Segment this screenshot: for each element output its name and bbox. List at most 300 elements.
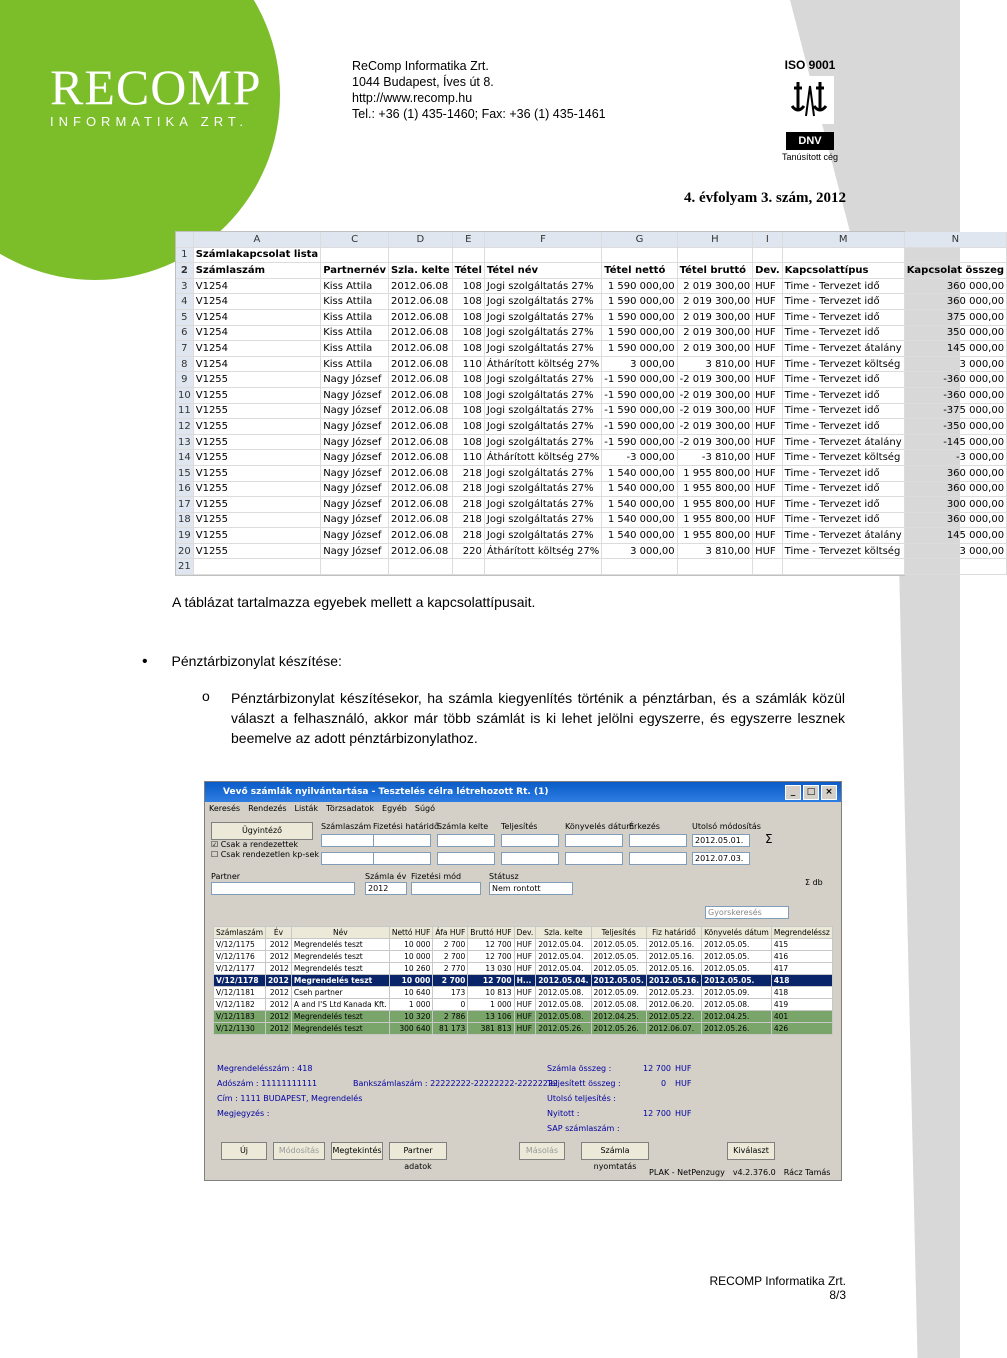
sheet-row-number: 2: [176, 263, 193, 279]
close-button[interactable]: ×: [821, 785, 837, 800]
grid-cell: 2012.05.09.: [591, 987, 646, 999]
sheet-cell: [321, 559, 389, 575]
grid-cell: 2012.05.04.: [536, 951, 591, 963]
statusz-label: Státusz: [489, 872, 519, 881]
megrendelesszam: Megrendelésszám : 418: [217, 1064, 313, 1073]
grid-column-header[interactable]: Dev.: [514, 927, 536, 939]
sheet-col-header: I: [753, 232, 783, 247]
grid-column-header[interactable]: Könyvelés dátum: [702, 927, 772, 939]
grid-cell: 2012.06.07.: [646, 1023, 701, 1035]
sheet-cell: [193, 559, 320, 575]
grid-cell: 2012: [266, 987, 292, 999]
grid-cell: 1 000: [468, 999, 514, 1011]
grid-column-header[interactable]: Áfa HUF: [433, 927, 468, 939]
grid-cell: 10 640: [389, 987, 433, 999]
grid-cell: 418: [771, 987, 832, 999]
sheet-cell: Time - Tervezet átalány: [782, 528, 904, 544]
sheet-cell: 218: [452, 481, 484, 497]
action-button[interactable]: Új: [221, 1142, 267, 1160]
grid-cell: 2012.05.26.: [536, 1023, 591, 1035]
grid-row[interactable]: [214, 975, 833, 987]
grid-cell: 2012.05.05.: [702, 951, 772, 963]
sheet-row-number: 19: [176, 528, 193, 544]
grid-cell: HUF: [514, 999, 536, 1011]
grid-cell: 2012.05.16.: [646, 975, 701, 987]
sheet-row: [176, 419, 1007, 435]
sheet-cell: Nagy József: [321, 465, 389, 481]
grid-cell: 2012.05.08.: [591, 999, 646, 1011]
grid-cell: 2012: [266, 951, 292, 963]
sheet-cell: Számlakapcsolat lista: [193, 247, 320, 263]
menu-item[interactable]: Listák: [294, 804, 319, 813]
grid-cell: 2012.05.09.: [702, 987, 772, 999]
sheet-cell: Time - Tervezet költség: [782, 543, 904, 559]
grid-row[interactable]: [214, 939, 833, 951]
sheet-cell: 218: [452, 528, 484, 544]
sheet-row-number: 6: [176, 325, 193, 341]
sheet-col-header: F: [484, 232, 601, 247]
grid-cell: 2012.05.16.: [646, 939, 701, 951]
menu-item[interactable]: Súgó: [414, 804, 436, 813]
grid-row[interactable]: [214, 1011, 833, 1023]
sheet-cell: 1 540 000,00: [602, 481, 677, 497]
sheet-cell: [452, 247, 484, 263]
action-button[interactable]: Módosítás: [273, 1142, 325, 1160]
sheet-cell: 110: [452, 450, 484, 466]
sheet-cell: HUF: [753, 528, 783, 544]
sheet-col-header: G: [602, 232, 677, 247]
sheet-cell: Jogi szolgáltatás 27%: [484, 309, 601, 325]
grid-cell: 401: [771, 1011, 832, 1023]
sheet-cell: Áthárított költség 27%: [484, 450, 601, 466]
grid-row[interactable]: [214, 1023, 833, 1035]
grid-cell: 381 813: [468, 1023, 514, 1035]
sheet-cell: V1254: [193, 356, 320, 372]
grid-cell: 2012.05.16.: [646, 963, 701, 975]
partner-label: Partner: [211, 872, 241, 881]
recomp-logo: [50, 59, 262, 129]
sheet-cell: HUF: [753, 434, 783, 450]
sheet-cell: 1 955 800,00: [677, 528, 752, 544]
sheet-cell: 108: [452, 341, 484, 357]
action-button[interactable]: Partner adatok: [389, 1142, 447, 1160]
sheet-cell: 108: [452, 434, 484, 450]
szamla-ev-select[interactable]: 2012: [365, 882, 407, 895]
nyitott-currency: HUF: [675, 1109, 692, 1118]
sheet-row-number: 18: [176, 512, 193, 528]
filter-field[interactable]: [565, 834, 623, 847]
grid-cell: 2012.05.05.: [702, 963, 772, 975]
sheet-row-number: 3: [176, 278, 193, 294]
grid-cell: 426: [771, 1023, 832, 1035]
menu-item[interactable]: Rendezés: [248, 804, 287, 813]
grid-cell: V/12/1182: [214, 999, 266, 1011]
grid-cell: 2012.05.05.: [591, 963, 646, 975]
sheet-cell: 1 955 800,00: [677, 497, 752, 513]
sheet-cell: 2012.06.08: [388, 434, 452, 450]
grid-cell: 10 000: [389, 951, 433, 963]
grid-cell: V/12/1130: [214, 1023, 266, 1035]
sheet-cell: 1 540 000,00: [602, 512, 677, 528]
grid-cell: HUF: [514, 939, 536, 951]
teljesitett-value: 0: [661, 1079, 667, 1088]
sheet-row-number: 11: [176, 403, 193, 419]
sheet-row-number: 8: [176, 356, 193, 372]
sheet-cell: Time - Tervezet idő: [782, 403, 904, 419]
grid-cell: 418: [771, 975, 832, 987]
grid-cell: 10 320: [389, 1011, 433, 1023]
company-address: 1044 Budapest, Íves út 8.: [352, 75, 494, 89]
sheet-row: [176, 356, 1007, 372]
fizetesi-mod-label: Fizetési mód: [411, 872, 462, 881]
sheet-cell: Time - Tervezet idő: [782, 309, 904, 325]
sheet-cell: Time - Tervezet idő: [782, 325, 904, 341]
szamla-ev-label: Számla év: [365, 872, 407, 881]
menu-item[interactable]: Egyéb: [382, 804, 407, 813]
sheet-corner: [176, 232, 193, 247]
filter-label: Fizetési határidő: [373, 822, 439, 831]
sheet-cell: Nagy József: [321, 434, 389, 450]
sheet-cell: HUF: [753, 481, 783, 497]
csak-rendezettek-checkbox[interactable]: ☑ Csak a rendezettek: [211, 840, 299, 849]
body-paragraph: Pénztárbizonylat készítésekor, ha számla kiegyenlítés történik a pénztárban, és a számlák közül választ a felhasználó, akkor már több számlát is ki lehet jelölni egyszerre, és egyszerre lesznek beemelve az adott pénztárbizonylathoz.: [231, 690, 845, 746]
sheet-cell: 2012.06.08: [388, 403, 452, 419]
grid-cell: 173: [433, 987, 468, 999]
sheet-row-number: 15: [176, 465, 193, 481]
filter-label: Számla kelte: [437, 822, 489, 831]
grid-cell: A and I'S Ltd Kanada Kft.: [291, 999, 389, 1011]
sheet-cell: Áthárított költség 27%: [484, 356, 601, 372]
sheet-cell: 2012.06.08: [388, 309, 452, 325]
sheet-cell: 360 000,00: [904, 278, 1006, 294]
status-bar-segment: Rácz Tamás: [783, 1168, 831, 1177]
filter-field[interactable]: [629, 852, 687, 865]
sheet-cell: Kiss Attila: [321, 325, 389, 341]
page-footer: [700, 1274, 846, 1302]
sheet-cell: Tétel: [452, 263, 484, 279]
sheet-cell: -2 019 300,00: [677, 419, 752, 435]
grid-row[interactable]: [214, 999, 833, 1011]
partner-select[interactable]: [211, 882, 355, 895]
sheet-cell: Time - Tervezet idő: [782, 419, 904, 435]
ugyintezo-button[interactable]: Ügyintéző: [211, 822, 313, 840]
sheet-cell: 350 000,00: [904, 325, 1006, 341]
grid-cell: V/12/1176: [214, 951, 266, 963]
sheet-cell: Nagy József: [321, 497, 389, 513]
sheet-cell: Jogi szolgáltatás 27%: [484, 419, 601, 435]
filter-field[interactable]: [501, 834, 559, 847]
filter-field[interactable]: [321, 852, 379, 865]
sheet-cell: 360 000,00: [904, 465, 1006, 481]
sheet-cell: 108: [452, 309, 484, 325]
sheet-cell: Nagy József: [321, 372, 389, 388]
sheet-cell: 2 019 300,00: [677, 309, 752, 325]
action-button[interactable]: Másolás: [519, 1142, 565, 1160]
table-caption: A táblázat tartalmazza egyebek mellett a kapcsolattípusait.: [172, 594, 536, 610]
grid-column-header[interactable]: Bruttó HUF: [468, 927, 514, 939]
logo-name: RECOMP: [50, 59, 262, 115]
sheet-row: [176, 309, 1007, 325]
menu-item[interactable]: Törzsadatok: [326, 804, 375, 813]
sheet-cell: 110: [452, 356, 484, 372]
sheet-cell: Nagy József: [321, 543, 389, 559]
sheet-cell: -3 810,00: [677, 450, 752, 466]
sheet-cell: -360 000,00: [904, 387, 1006, 403]
grid-cell: 0: [433, 999, 468, 1011]
sheet-cell: HUF: [753, 294, 783, 310]
sheet-cell: 2012.06.08: [388, 356, 452, 372]
sheet-cell: 2012.06.08: [388, 387, 452, 403]
filter-field[interactable]: [437, 834, 495, 847]
sheet-cell: -2 019 300,00: [677, 403, 752, 419]
fizetesi-mod-select[interactable]: [411, 882, 481, 895]
grid-cell: 2012: [266, 1011, 292, 1023]
grid-cell: V/12/1183: [214, 1011, 266, 1023]
sheet-cell: 108: [452, 403, 484, 419]
grid-cell: 12 700: [468, 939, 514, 951]
sheet-cell: -2 019 300,00: [677, 434, 752, 450]
grid-row[interactable]: [214, 987, 833, 999]
grid-cell: 2012.04.25.: [702, 1011, 772, 1023]
szamla-osszeg-currency: HUF: [675, 1064, 692, 1073]
action-button[interactable]: Számla nyomtatás: [581, 1142, 649, 1160]
sheet-cell: Kiss Attila: [321, 294, 389, 310]
grid-cell: 2012: [266, 1023, 292, 1035]
grid-cell: 417: [771, 963, 832, 975]
sheet-row-number: 14: [176, 450, 193, 466]
sheet-cell: 108: [452, 372, 484, 388]
grid-cell: 13 030: [468, 963, 514, 975]
filter-field[interactable]: [373, 852, 431, 865]
grid-column-header[interactable]: Teljesítés: [591, 927, 646, 939]
action-button[interactable]: Megtekintés: [331, 1142, 383, 1160]
grid-cell: 2012.05.22.: [646, 1011, 701, 1023]
grid-column-header[interactable]: Év: [266, 927, 292, 939]
sheet-cell: 375 000,00: [904, 309, 1006, 325]
grid-cell: 2012.05.08.: [536, 987, 591, 999]
maximize-button[interactable]: □: [803, 785, 819, 800]
gyorskereses-input[interactable]: Gyorskeresés: [705, 906, 789, 919]
sheet-cell: [753, 559, 783, 575]
sheet-cell: 108: [452, 294, 484, 310]
sheet-cell: -1 590 000,00: [602, 403, 677, 419]
nyitott-label: Nyitott :: [547, 1109, 580, 1118]
filter-field[interactable]: [437, 852, 495, 865]
sheet-cell: 108: [452, 387, 484, 403]
sheet-cell: 108: [452, 325, 484, 341]
sheet-col-header: C: [321, 232, 389, 247]
sheet-cell: HUF: [753, 325, 783, 341]
grid-cell: 2012.06.20.: [646, 999, 701, 1011]
sheet-cell: 2012.06.08: [388, 325, 452, 341]
sap-szamlaszam: SAP számlaszám :: [547, 1124, 620, 1133]
sheet-cell: Nagy József: [321, 450, 389, 466]
grid-cell: 2012.05.23.: [646, 987, 701, 999]
sheet-cell: V1255: [193, 512, 320, 528]
nyitott-value: 12 700: [643, 1109, 671, 1118]
sheet-cell: 1 540 000,00: [602, 465, 677, 481]
sheet-cell: [782, 559, 904, 575]
sheet-cell: 360 000,00: [904, 294, 1006, 310]
grid-column-header[interactable]: Szla. kelte: [536, 927, 591, 939]
teljesitett-label: Teljesített összeg :: [547, 1079, 621, 1088]
grid-cell: 10 000: [389, 939, 433, 951]
sheet-col-header: E: [452, 232, 484, 247]
sheet-cell: 3 000,00: [602, 543, 677, 559]
filter-field[interactable]: [501, 852, 559, 865]
grid-cell: 2012: [266, 975, 292, 987]
window-title: Vevő számlák nyilvántartása - Tesztelés célra létrehozott Rt. (1): [223, 787, 549, 797]
sheet-row: [176, 278, 1007, 294]
sheet-cell: V1255: [193, 450, 320, 466]
statusz-select[interactable]: Nem rontott: [489, 882, 573, 895]
sheet-cell: 2012.06.08: [388, 481, 452, 497]
sheet-cell: 145 000,00: [904, 341, 1006, 357]
sheet-row: [176, 559, 1007, 575]
menu-item[interactable]: Keresés: [209, 804, 241, 813]
filter-field[interactable]: [321, 834, 379, 847]
sheet-row: [176, 450, 1007, 466]
footer-company: RECOMP Informatika Zrt.: [709, 1274, 846, 1288]
sheet-cell: Jogi szolgáltatás 27%: [484, 403, 601, 419]
sheet-cell: 2 019 300,00: [677, 278, 752, 294]
grid-cell: HUF: [514, 987, 536, 999]
filter-field[interactable]: [629, 834, 687, 847]
sheet-cell: Jogi szolgáltatás 27%: [484, 481, 601, 497]
grid-cell: 2012.05.26.: [702, 1023, 772, 1035]
sheet-cell: Jogi szolgáltatás 27%: [484, 341, 601, 357]
sheet-row-number: 21: [176, 559, 193, 575]
megjegyzes: Megjegyzés :: [217, 1109, 270, 1118]
sheet-cell: 2012.06.08: [388, 497, 452, 513]
grid-column-header[interactable]: Nettó HUF: [389, 927, 433, 939]
grid-row[interactable]: [214, 951, 833, 963]
action-button[interactable]: Kiválaszt: [727, 1142, 775, 1160]
sheet-cell: 1 540 000,00: [602, 497, 677, 513]
grid-cell: 2 700: [433, 975, 468, 987]
sheet-cell: HUF: [753, 372, 783, 388]
grid-cell: 2012.05.04.: [536, 939, 591, 951]
filter-field[interactable]: [565, 852, 623, 865]
sum-icon[interactable]: Σ: [765, 832, 773, 846]
utolso-modositas-from[interactable]: 2012.05.01.: [692, 834, 750, 847]
sheet-cell: Jogi szolgáltatás 27%: [484, 465, 601, 481]
grid-cell: 416: [771, 951, 832, 963]
filter-label: Könyvelés dátum: [565, 822, 635, 831]
sheet-cell: V1255: [193, 419, 320, 435]
sheet-cell: Jogi szolgáltatás 27%: [484, 372, 601, 388]
grid-cell: 2 700: [433, 951, 468, 963]
utolso-modositas-to[interactable]: 2012.07.03.: [692, 852, 750, 865]
sheet-cell: [452, 559, 484, 575]
sheet-cell: 2012.06.08: [388, 372, 452, 388]
sheet-cell: V1255: [193, 528, 320, 544]
grid-cell: 13 106: [468, 1011, 514, 1023]
sheet-cell: Szla. kelte: [388, 263, 452, 279]
sheet-cell: V1255: [193, 497, 320, 513]
sheet-cell: V1255: [193, 543, 320, 559]
sheet-row: [176, 528, 1007, 544]
sheet-cell: -3 000,00: [904, 450, 1006, 466]
sheet-cell: -3 000,00: [602, 450, 677, 466]
sheet-col-header: N: [904, 232, 1006, 247]
sheet-cell: HUF: [753, 356, 783, 372]
sheet-row-number: 1: [176, 247, 193, 263]
grid-cell: H...: [514, 975, 536, 987]
sheet-cell: V1254: [193, 278, 320, 294]
grid-cell: Megrendelés teszt: [291, 975, 389, 987]
sheet-row-number: 16: [176, 481, 193, 497]
filter-field[interactable]: [373, 834, 431, 847]
company-info: [352, 58, 606, 122]
sheet-cell: HUF: [753, 278, 783, 294]
sheet-cell: [677, 559, 752, 575]
grid-cell: Megrendelés teszt: [291, 1011, 389, 1023]
window-title-bar: [205, 782, 841, 802]
grid-column-header[interactable]: Megrendeléssz: [771, 927, 832, 939]
sheet-cell: Time - Tervezet idő: [782, 278, 904, 294]
grid-column-header[interactable]: Név: [291, 927, 389, 939]
grid-cell: 2012.05.05.: [702, 975, 772, 987]
sheet-cell: Jogi szolgáltatás 27%: [484, 512, 601, 528]
grid-row[interactable]: [214, 963, 833, 975]
bullet-title: Pénztárbizonylat készítése:: [171, 653, 342, 669]
grid-column-header[interactable]: Fiz határidő: [646, 927, 701, 939]
csak-rendezetlen-checkbox[interactable]: ☐ Csak rendezetlen kp-sek: [211, 850, 319, 859]
sheet-cell: 220: [452, 543, 484, 559]
grid-column-header[interactable]: Számlaszám: [214, 927, 266, 939]
sheet-cell: [904, 559, 1006, 575]
sheet-row: [176, 465, 1007, 481]
szamla-osszeg-label: Számla összeg :: [547, 1064, 612, 1073]
sheet-cell: 2012.06.08: [388, 465, 452, 481]
status-bar-segment: PLAK - NetPenzugy: [649, 1168, 725, 1177]
grid-cell: 1 000: [389, 999, 433, 1011]
grid-cell: 300 640: [389, 1023, 433, 1035]
sheet-cell: Számlaszám: [193, 263, 320, 279]
minimize-button[interactable]: _: [785, 785, 801, 800]
sheet-cell: 3 810,00: [677, 356, 752, 372]
grid-cell: HUF: [514, 1011, 536, 1023]
grid-cell: 2012.05.05.: [702, 939, 772, 951]
sheet-cell: 145 000,00: [904, 528, 1006, 544]
sheet-row: [176, 294, 1007, 310]
sheet-cell: 1 590 000,00: [602, 341, 677, 357]
szamla-osszeg-value: 12 700: [643, 1064, 671, 1073]
iso-title: ISO 9001: [784, 58, 836, 72]
sheet-cell: Jogi szolgáltatás 27%: [484, 387, 601, 403]
sheet-cell: 300 000,00: [904, 497, 1006, 513]
grid-cell: 2 786: [433, 1011, 468, 1023]
sheet-cell: V1255: [193, 403, 320, 419]
sheet-row: [176, 341, 1007, 357]
grid-cell: HUF: [514, 1023, 536, 1035]
sheet-cell: Kiss Attila: [321, 341, 389, 357]
grid-cell: Megrendelés teszt: [291, 1023, 389, 1035]
grid-cell: 2012: [266, 963, 292, 975]
grid-cell: 2012: [266, 939, 292, 951]
sheet-cell: Time - Tervezet idő: [782, 481, 904, 497]
sheet-cell: Kapcsolat összeg: [904, 263, 1006, 279]
sheet-cell: Jogi szolgáltatás 27%: [484, 497, 601, 513]
sheet-cell: Time - Tervezet idő: [782, 465, 904, 481]
sheet-cell: 218: [452, 497, 484, 513]
grid-cell: 2012.05.08.: [536, 999, 591, 1011]
sheet-cell: Time - Tervezet költség: [782, 450, 904, 466]
sheet-row-number: 7: [176, 341, 193, 357]
sheet-cell: -1 590 000,00: [602, 434, 677, 450]
sheet-cell: Áthárított költség 27%: [484, 543, 601, 559]
